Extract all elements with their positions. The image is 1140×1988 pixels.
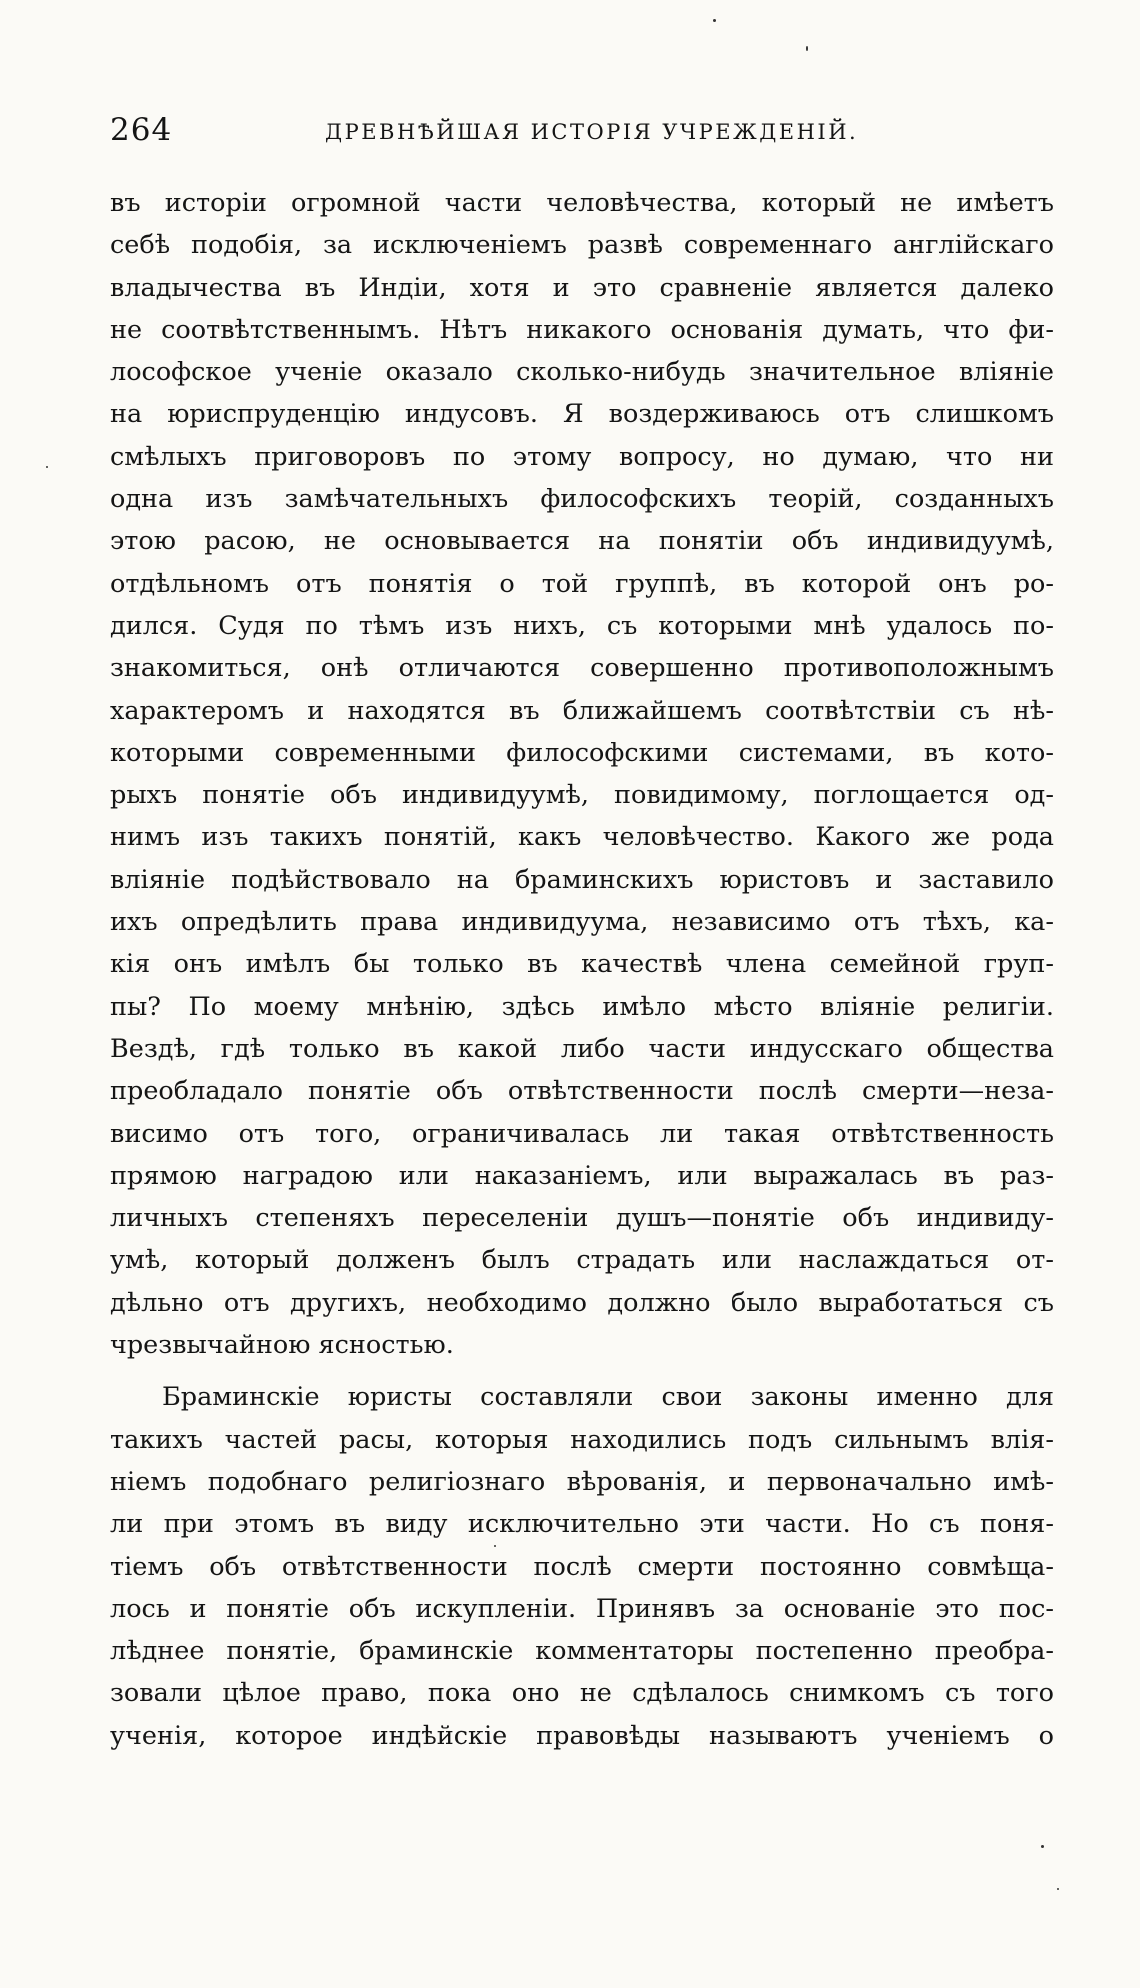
paragraph-2 bbox=[110, 1376, 1054, 1757]
text-line: ли при этомъ въ виду исключительно эти части. Но съ поня- bbox=[110, 1509, 1054, 1540]
text-line: нимъ изъ такихъ понятій, какъ человѣчество. Какого же рода bbox=[110, 822, 1054, 853]
text-line: отдѣльномъ отъ понятія о той группѣ, въ которой онъ ро- bbox=[110, 568, 1054, 599]
text-line: себѣ подобія, за исключеніемъ развѣ современнаго англійскаго bbox=[110, 230, 1054, 261]
text-line: преобладало понятіе объ отвѣтственности послѣ смерти—неза- bbox=[110, 1076, 1054, 1107]
scan-speck bbox=[494, 1545, 496, 1547]
scan-speck bbox=[46, 466, 48, 468]
paragraph-1 bbox=[110, 182, 1054, 1366]
text-line: ніемъ подобнаго религіознаго вѣрованія, и первоначально имѣ- bbox=[110, 1466, 1054, 1497]
text-line: умѣ, который долженъ былъ страдать или наслаждаться от- bbox=[110, 1245, 1054, 1276]
text-line: въ исторіи огромной части человѣчества, который не имѣетъ bbox=[110, 188, 1054, 218]
text-line: характеромъ и находятся въ ближайшемъ соотвѣтствіи съ нѣ- bbox=[110, 695, 1054, 726]
text-line: Браминскіе юристы составляли свои законы именно для bbox=[162, 1382, 1054, 1413]
text-line: лософское ученіе оказало сколько-нибудь значительное вліяніе bbox=[110, 357, 1054, 388]
text-line: дился. Судя по тѣмъ изъ нихъ, съ которыми мнѣ удалось по- bbox=[110, 610, 1054, 641]
text-line: не соотвѣтственнымъ. Нѣтъ никакого основанія думать, что фи- bbox=[110, 314, 1054, 345]
text-line: ихъ опредѣлить права индивидуума, независимо отъ тѣхъ, ка- bbox=[110, 907, 1054, 938]
text-line: Вездѣ, гдѣ только въ какой либо части индусскаго общества bbox=[110, 1033, 1054, 1064]
text-line: личныхъ степеняхъ переселеніи душъ—понятіе объ индивиду- bbox=[110, 1203, 1054, 1234]
text-line: которыми современными философскими системами, въ кото- bbox=[110, 737, 1054, 768]
page-header bbox=[110, 112, 1050, 152]
text-line: прямою наградою или наказаніемъ, или выражалась въ раз- bbox=[110, 1160, 1054, 1191]
text-line: зовали цѣлое право, пока оно не сдѣлалось снимкомъ съ того bbox=[110, 1678, 1054, 1709]
scan-speck bbox=[713, 19, 716, 22]
text-line: смѣлыхъ приговоровъ по этому вопросу, но думаю, что ни bbox=[110, 441, 1054, 472]
scan-speck bbox=[1057, 1888, 1059, 1890]
text-line: дѣльно отъ другихъ, необходимо должно было выработаться съ bbox=[110, 1287, 1054, 1318]
scan-speck bbox=[806, 46, 808, 51]
text-line: рыхъ понятіе объ индивидуумѣ, повидимому, поглощается од- bbox=[110, 780, 1054, 811]
text-line: такихъ частей расы, которыя находились подъ сильнымъ влія- bbox=[110, 1424, 1054, 1455]
text-line: лѣднее понятіе, браминскіе комментаторы постепенно преобра- bbox=[110, 1636, 1054, 1667]
text-line: этою расою, не основывается на понятіи объ индивидуумѣ, bbox=[110, 526, 1054, 557]
text-line: знакомиться, онѣ отличаются совершенно противоположнымъ bbox=[110, 653, 1054, 684]
text-line: одна изъ замѣчательныхъ философскихъ теорій, созданныхъ bbox=[110, 484, 1054, 515]
text-line: лось и понятіе объ искупленіи. Принявъ за основаніе это пос- bbox=[110, 1593, 1054, 1624]
text-line: пы? По моему мнѣнію, здѣсь имѣло мѣсто вліяніе религіи. bbox=[110, 991, 1054, 1022]
body-text bbox=[110, 182, 1054, 1757]
text-line: висимо отъ того, ограничивалась ли такая отвѣтственность bbox=[110, 1118, 1054, 1149]
text-line: ученія, которое индѣйскіе правовѣды называютъ ученіемъ о bbox=[110, 1720, 1054, 1751]
text-line: кія онъ имѣлъ бы только въ качествѣ члена семейной груп- bbox=[110, 949, 1054, 980]
paragraph-gap bbox=[110, 1366, 1054, 1376]
scan-speck bbox=[1041, 1845, 1044, 1848]
running-title: ДРЕВНѢЙШАЯ ИСТОРІЯ УЧРЕЖДЕНІЙ. bbox=[325, 120, 859, 144]
text-line: чрезвычайною ясностью. bbox=[110, 1330, 454, 1361]
text-line: владычества въ Индіи, хотя и это сравненіе является далеко bbox=[110, 272, 1054, 303]
text-line: вліяніе подѣйствовало на браминскихъ юристовъ и заставило bbox=[110, 864, 1054, 895]
text-line: тіемъ объ отвѣтственности послѣ смерти постоянно совмѣща- bbox=[110, 1551, 1054, 1582]
text-line: на юриспруденцію индусовъ. Я воздерживаюсь отъ слишкомъ bbox=[110, 399, 1054, 430]
page-number: 264 bbox=[110, 112, 173, 148]
